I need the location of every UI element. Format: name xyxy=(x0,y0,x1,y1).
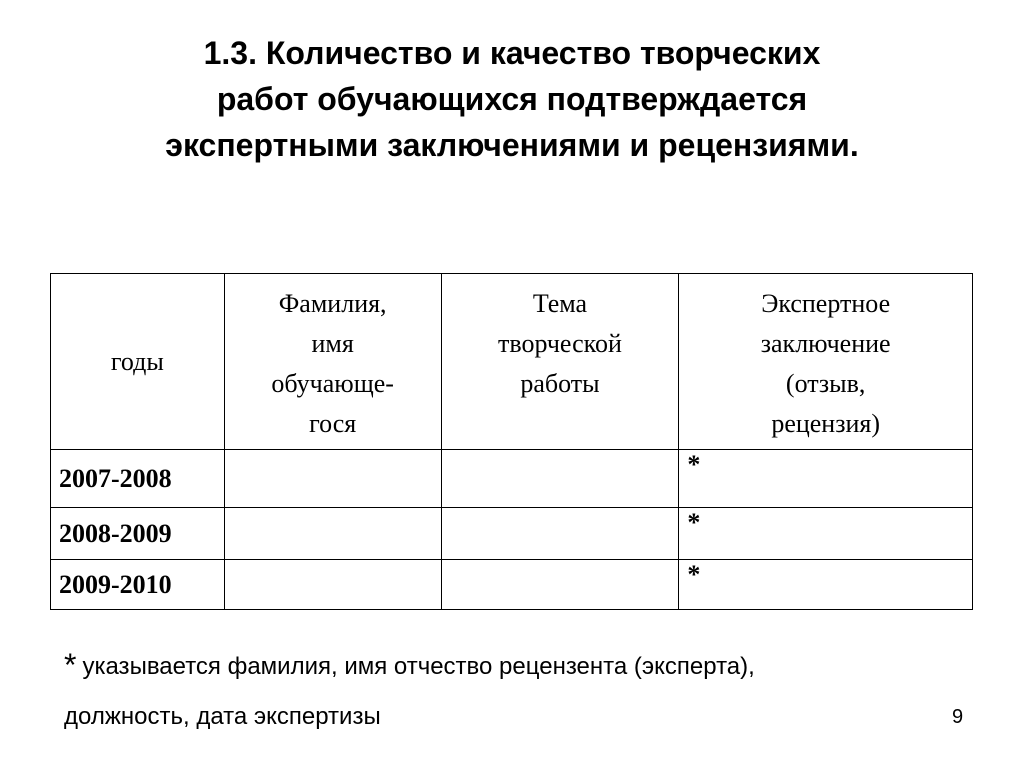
footnote-line-1 xyxy=(64,640,755,692)
header-years: годы xyxy=(51,274,225,450)
year-cell: 2007-2008 xyxy=(51,450,225,508)
header-expert-line: рецензия) xyxy=(771,409,881,438)
header-expert-line: Экспертное xyxy=(761,289,891,318)
slide-title-line-1: 1.3. Количество и качество творческих xyxy=(203,35,821,71)
topic-cell xyxy=(441,560,679,610)
topic-cell xyxy=(441,450,679,508)
header-student xyxy=(224,274,441,450)
expert-cell: * xyxy=(679,450,973,508)
header-topic-line: работы xyxy=(520,369,600,398)
table-row xyxy=(51,560,973,610)
header-topic-line: Тема xyxy=(532,289,588,318)
header-expert xyxy=(679,274,973,450)
footnote-text-1: указывается фамилия, имя отчество рецензента (эксперта), xyxy=(82,653,755,680)
student-cell xyxy=(224,508,441,560)
footnote xyxy=(64,640,755,742)
header-topic-line: творческой xyxy=(498,329,622,358)
expert-cell: * xyxy=(679,560,973,610)
table-row xyxy=(51,450,973,508)
slide-title xyxy=(40,30,984,168)
student-cell xyxy=(224,560,441,610)
header-student-line: обучающе- xyxy=(271,369,394,398)
year-cell: 2008-2009 xyxy=(51,508,225,560)
header-expert-line: (отзыв, xyxy=(785,369,866,398)
header-expert-line: заключение xyxy=(760,329,891,358)
footnote-star: * xyxy=(64,647,77,683)
topic-cell xyxy=(441,508,679,560)
table-row xyxy=(51,508,973,560)
student-cell xyxy=(224,450,441,508)
slide-title-line-3: экспертными заключениями и рецензиями. xyxy=(165,127,859,163)
footnote-line-2: должность, дата экспертизы xyxy=(64,703,381,730)
works-table xyxy=(50,273,973,610)
header-student-line: имя xyxy=(311,329,354,358)
year-cell: 2009-2010 xyxy=(51,560,225,610)
slide-title-line-2: работ обучающихся подтверждается xyxy=(216,81,808,117)
expert-cell: * xyxy=(679,508,973,560)
header-topic xyxy=(441,274,679,450)
header-student-line: Фамилия, xyxy=(278,289,387,318)
page-number: 9 xyxy=(952,706,964,728)
header-student-line: гося xyxy=(309,409,357,438)
table-header-row xyxy=(51,274,973,450)
